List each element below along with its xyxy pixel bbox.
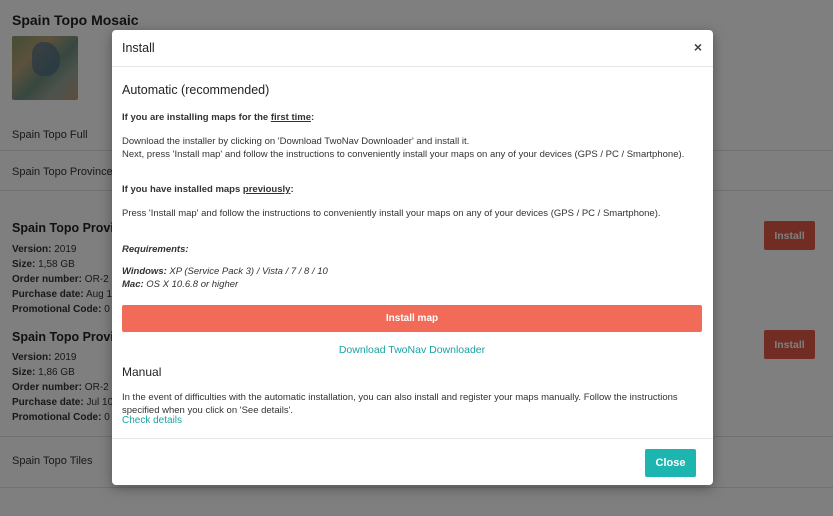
previously-heading: If you have installed maps previously: — [122, 184, 294, 195]
close-button[interactable]: Close — [645, 449, 696, 477]
first-time-text: Download the installer by clicking on 'Download TwoNav Downloader' and install it. Next, press 'Install map' and follow the instructions to conveniently install your maps on any of your devices (GPS / PC / Smartphone). — [122, 136, 685, 160]
manual-title: Manual — [122, 365, 162, 379]
modal-footer — [112, 438, 713, 485]
first-time-heading: If you are installing maps for the first time: — [122, 112, 315, 123]
requirements-list: Windows: XP (Service Pack 3) / Vista / 7 / 8 / 10 Mac: OS X 10.6.8 or higher — [122, 266, 328, 290]
check-details-link[interactable]: Check details — [122, 415, 183, 426]
previously-text: Press 'Install map' and follow the instructions to conveniently install your maps on any of your devices (GPS / PC / Smartphone). — [122, 208, 661, 219]
install-modal — [112, 30, 713, 485]
install-map-button[interactable]: Install map — [122, 305, 702, 332]
requirements-title: Requirements: — [122, 244, 189, 255]
modal-title: Install — [122, 41, 155, 55]
download-twonav-link[interactable]: Download TwoNav Downloader — [338, 344, 486, 356]
modal-header — [112, 30, 713, 67]
close-icon[interactable]: × — [693, 39, 702, 55]
manual-text: In the event of difficulties with the automatic installation, you can also install and register your maps manually. Follow the instructions specified when you click on 'See details'. — [122, 392, 678, 416]
automatic-title: Automatic (recommended) — [122, 83, 270, 97]
